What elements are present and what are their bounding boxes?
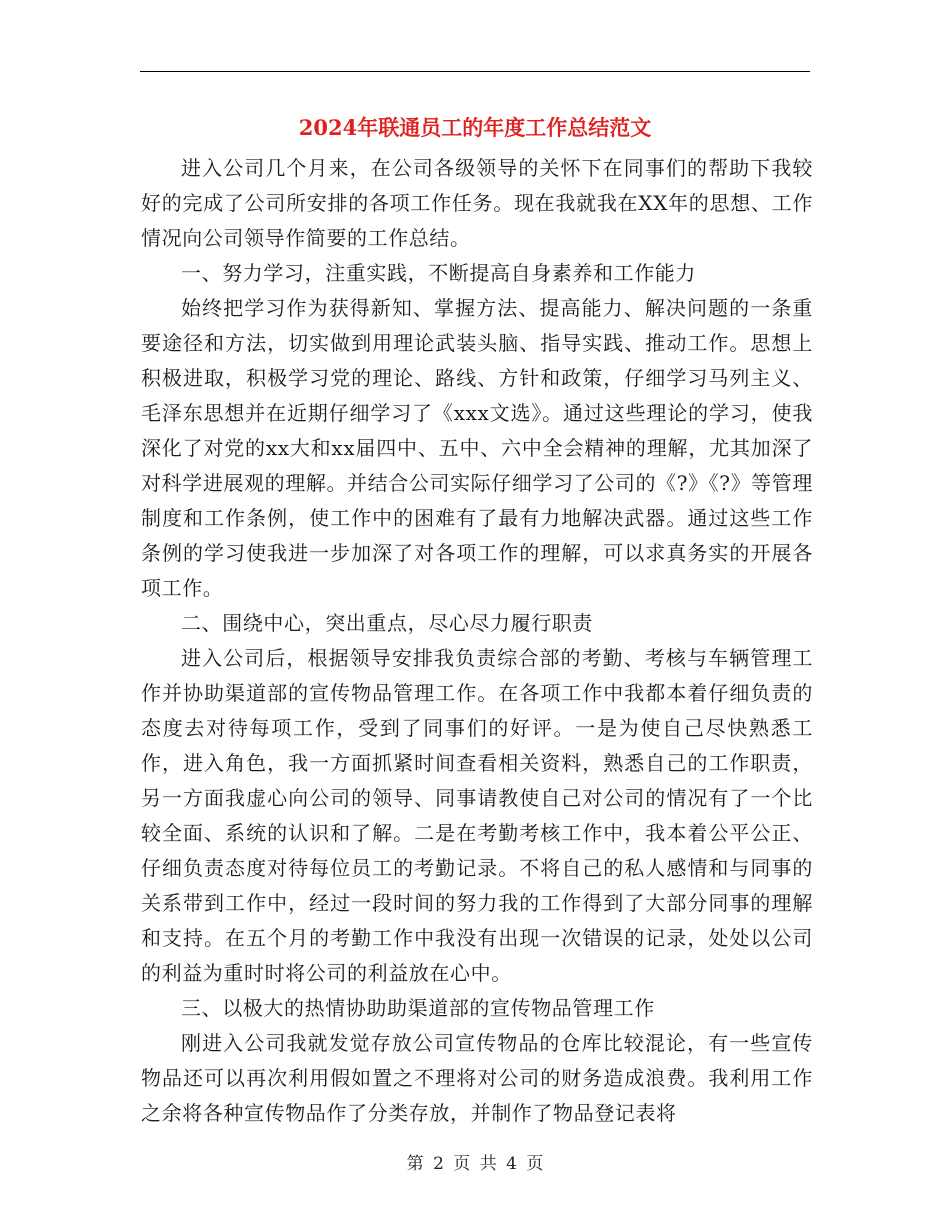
document-title: 2024年联通员工的年度工作总结范文 xyxy=(298,115,652,140)
section-heading-3: 三、以极大的热情协助助渠道部的宣传物品管理工作 xyxy=(181,996,655,1020)
paragraph-intro: 进入公司几个月来，在公司各级领导的关怀下在同事们的帮助下我较好的完成了公司所安排的各项工作任务。现在我就我在XX年的思想、工作情况向公司领导作简要的工作总结。 xyxy=(141,156,813,250)
paragraph-materials: 刚进入公司我就发觉存放公司宣传物品的仓库比较混论，有一些宣传物品还可以再次利用假如置之不理将对公司的财务造成浪费。我利用工作之余将各种宣传物品作了分类存放，并制作了物品登记表将 xyxy=(141,1031,813,1125)
document-body xyxy=(141,151,813,1131)
section-heading-2: 二、围绕中心，突出重点，尽心尽力履行职责 xyxy=(181,611,593,635)
paragraph-duties: 进入公司后，根据领导安排我负责综合部的考勤、考核与车辆管理工作并协助渠道部的宣传物品管理工作。在各项工作中我都本着仔细负责的态度去对待每项工作，受到了同事们的好评。一是为使自己尽快熟悉工作，进入角色，我一方面抓紧时间查看相关资料，熟悉自己的工作职责，另一方面我虚心向公司的领导、同事请教使自己对公司的情况有了一个比较全面、系统的认识和了解。二是在考勤考核工作中，我本着公平公正、仔细负责态度对待每位员工的考勤记录。不将自己的私人感情和与同事的关系带到工作中，经过一段时间的努力我的工作得到了大部分同事的理解和支持。在五个月的考勤工作中我没有出现一次错误的记录，处处以公司的利益为重时时将公司的利益放在心中。 xyxy=(141,646,813,985)
header-rule xyxy=(140,71,810,72)
paragraph-study: 始终把学习作为获得新知、掌握方法、提高能力、解决问题的一条重要途径和方法，切实做到用理论武装头脑、指导实践、推动工作。思想上积极进取，积极学习党的理论、路线、方针和政策，仔细学习马列主义、毛泽东思想并在近期仔细学习了《xxx文选》。通过这些理论的学习，使我深化了对党的xx大和xx届四中、五中、六中全会精神的理解，尤其加深了对科学进展观的理解。并结合公司实际仔细学习了公司的《?》《?》等管理制度和工作条例，使工作中的困难有了最有力地解决武器。通过这些工作条例的学习使我进一步加深了对各项工作的理解，可以求真务实的开展各项工作。 xyxy=(141,296,813,600)
section-heading-1: 一、努力学习，注重实践，不断提高自身素养和工作能力 xyxy=(181,261,696,285)
page-footer: 第 2 页 共 4 页 xyxy=(406,1154,544,1174)
